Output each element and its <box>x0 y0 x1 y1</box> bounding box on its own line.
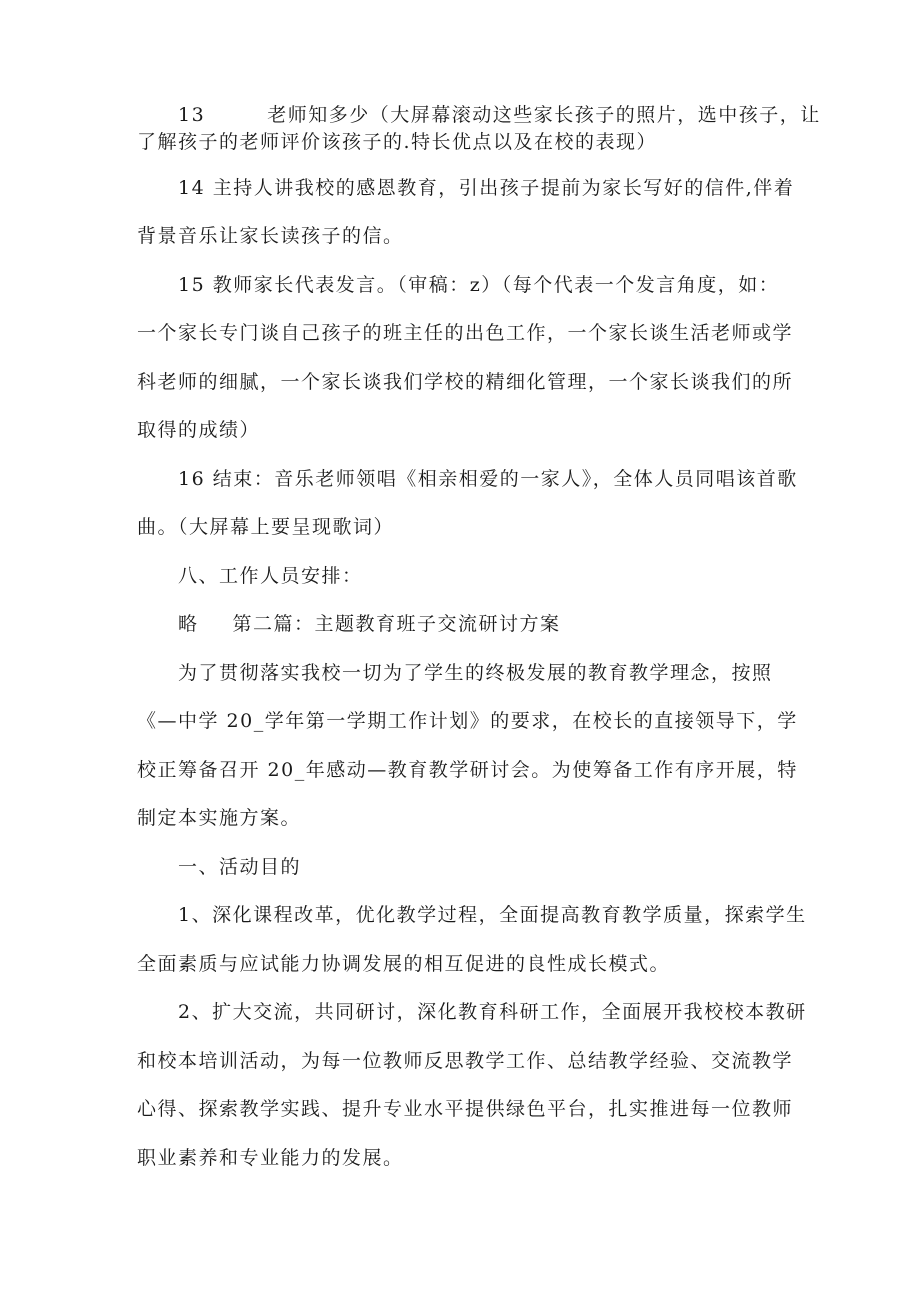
paragraph-15-line-4: 取得的成绩） <box>137 419 261 441</box>
purpose-2-line-1: 2、扩大交流，共同研讨，深化教育科研工作，全面展开我校校本教研 <box>178 1001 807 1023</box>
paragraph-15-line-3: 科老师的细腻，一个家长谈我们学校的精细化管理，一个家长谈我们的所 <box>137 371 794 393</box>
section-heading-purpose: 一、活动目的 <box>178 856 302 878</box>
intro-line-1: 为了贯彻落实我校一切为了学生的终极发展的教育教学理念，按照 <box>178 662 773 684</box>
purpose-1-line-2: 全面素质与应试能力协调发展的相互促进的良性成长模式。 <box>137 953 671 975</box>
paragraph-15-line-1: 15 教师家长代表发言。（审稿：z）（每个代表一个发言角度，如： <box>178 274 780 296</box>
purpose-2-line-2: 和校本培训活动，为每一位教师反思教学工作、总结教学经验、交流教学 <box>137 1050 794 1072</box>
purpose-2-line-4: 职业素养和专业能力的发展。 <box>137 1147 404 1169</box>
intro-line-2: 《—中学 20_学年第一学期工作计划》的要求，在校长的直接领导下，学 <box>137 710 798 732</box>
line-text: 老师知多少（大屏幕滚动这些家长孩子的照片，选中孩子，让 <box>267 104 821 126</box>
paragraph-15-line-2: 一个家长专门谈自己孩子的班主任的出色工作，一个家长谈生活老师或学 <box>137 322 794 344</box>
purpose-1-line-1: 1、深化课程改革，优化教学过程，全面提高教育教学质量，探索学生 <box>178 904 807 926</box>
part-two-title <box>0 612 920 636</box>
purpose-2-line-3: 心得、探索教学实践、提升专业水平提供绿色平台，扎实推进每一位教师 <box>137 1098 794 1120</box>
intro-line-4: 制定本实施方案。 <box>137 807 302 829</box>
intro-line-3: 校正筹备召开 20_年感动—教育教学研讨会。为使筹备工作有序开展，特 <box>137 759 798 781</box>
section-heading-staff: 八、工作人员安排： <box>178 565 363 587</box>
item-number: 13 <box>178 104 206 126</box>
paragraph-13-line-2: 了解孩子的老师评价该孩子的.特长优点以及在校的表现） <box>137 131 658 153</box>
paragraph-14-line-1: 14 主持人讲我校的感恩教育，引出孩子提前为家长写好的信件,伴着 <box>178 177 795 199</box>
paragraph-16-line-2: 曲。（大屏幕上要呈现歌词） <box>137 516 395 538</box>
part-two-heading: 第二篇：主题教育班子交流研讨方案 <box>232 613 561 635</box>
paragraph-16-line-1: 16 结束：音乐老师领唱《相亲相爱的一家人》，全体人员同唱该首歌 <box>178 468 798 490</box>
paragraph-13-line-1 <box>0 103 920 127</box>
omit-mark: 略 <box>178 613 199 635</box>
paragraph-14-line-2: 背景音乐让家长读孩子的信。 <box>137 225 404 247</box>
